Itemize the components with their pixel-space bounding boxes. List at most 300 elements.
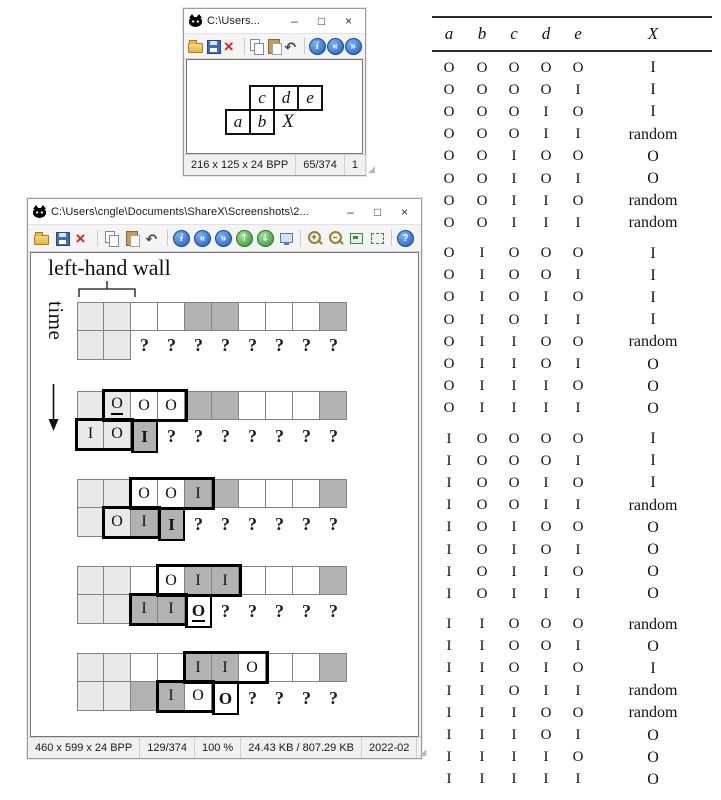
- ca-cell: [104, 508, 131, 537]
- ca-cell: [131, 566, 158, 595]
- cell-letter: O: [138, 396, 150, 414]
- table-cell: I: [446, 452, 452, 469]
- table-cell: O: [508, 103, 520, 120]
- table-cell: I: [575, 771, 581, 788]
- info-icon: [173, 230, 190, 247]
- table-cell: I: [446, 660, 452, 677]
- up-icon: [236, 230, 253, 247]
- table-cell: I: [446, 519, 452, 536]
- table-cell-X: random: [628, 214, 678, 232]
- fit-window-button[interactable]: [346, 228, 367, 249]
- ca-row: [77, 653, 349, 682]
- ca-cell: [185, 479, 212, 508]
- table-cell-X: random: [628, 125, 678, 143]
- table-cell: I: [511, 519, 517, 536]
- ca-row: [77, 682, 349, 711]
- question-mark: ?: [329, 601, 338, 621]
- status-segment: 460 x 599 x 24 BPP: [28, 738, 140, 758]
- question-mark: ?: [329, 688, 338, 708]
- table-cell: O: [540, 727, 552, 744]
- truth-table-rows: [432, 52, 712, 791]
- table-cell: O: [476, 126, 488, 143]
- neighborhood-cell-d: d: [273, 85, 299, 111]
- ca-step-5: [77, 653, 349, 711]
- table-cell: I: [543, 214, 549, 231]
- ca-cell: [158, 682, 185, 711]
- table-cell: O: [572, 519, 584, 536]
- table-cell: I: [575, 682, 581, 699]
- table-cell: O: [540, 638, 552, 655]
- neighborhood-cell-c: c: [249, 85, 275, 111]
- question-mark: ?: [302, 426, 311, 446]
- delete-icon: [76, 231, 92, 246]
- table-cell-X: O: [647, 355, 659, 373]
- table-cell: I: [543, 660, 549, 677]
- table-cell: O: [508, 638, 520, 655]
- table-cell: I: [446, 727, 452, 744]
- table-row: [432, 495, 712, 517]
- table-row: [432, 190, 712, 212]
- column-header-e: e: [574, 24, 582, 43]
- table-cell: I: [575, 497, 581, 514]
- table-cell: O: [443, 192, 455, 209]
- table-cell: O: [540, 616, 552, 633]
- table-cell-X: O: [647, 147, 659, 165]
- delete-button[interactable]: [73, 228, 94, 249]
- ca-cell: [104, 391, 131, 420]
- status-segment: 216 x 125 x 24 BPP: [184, 155, 296, 175]
- table-cell: I: [575, 81, 581, 98]
- cell-letter: I: [141, 427, 148, 446]
- table-cell: O: [572, 59, 584, 76]
- ca-cell: [320, 302, 347, 331]
- table-cell: O: [572, 704, 584, 721]
- table-row: [432, 561, 712, 583]
- cell-letter: I: [168, 515, 175, 534]
- table-cell: I: [575, 126, 581, 143]
- x-cell: [212, 682, 239, 715]
- table-cell: O: [572, 333, 584, 350]
- cell-letter: I: [87, 425, 94, 442]
- table-cell-X: random: [628, 704, 678, 722]
- ca-cell: [158, 391, 185, 420]
- table-cell-X: O: [647, 518, 659, 536]
- help-button[interactable]: [395, 228, 416, 249]
- table-cell: O: [572, 378, 584, 395]
- minimize-button[interactable]: –: [291, 14, 298, 28]
- table-cell: I: [511, 170, 517, 187]
- table-cell: I: [575, 541, 581, 558]
- app-cat-icon: [189, 17, 202, 27]
- table-cell: O: [508, 81, 520, 98]
- column-header-b: b: [477, 24, 487, 43]
- table-cell: I: [575, 727, 581, 744]
- table-cell: I: [446, 430, 452, 447]
- status-segment: 1: [345, 155, 366, 175]
- table-cell: O: [540, 148, 552, 165]
- question-mark: ?: [275, 335, 284, 355]
- table-cell: I: [511, 400, 517, 417]
- ca-cell: [104, 595, 131, 624]
- question-mark: ?: [302, 688, 311, 708]
- table-cell-X: O: [647, 170, 659, 188]
- table-cell: O: [540, 170, 552, 187]
- table-cell: I: [511, 727, 517, 744]
- ca-cell: [77, 653, 104, 682]
- info-button[interactable]: [308, 36, 326, 57]
- ca-cell: [131, 391, 158, 420]
- minimize-button[interactable]: –: [347, 204, 354, 219]
- table-cell: O: [572, 245, 584, 262]
- ca-cell: [239, 302, 266, 331]
- status-segment: 129/374: [140, 738, 195, 758]
- ca-cell: [212, 479, 239, 508]
- table-cell: O: [508, 682, 520, 699]
- ca-cell: [77, 566, 104, 595]
- table-cell: I: [446, 585, 452, 602]
- app-cat-icon: [33, 208, 46, 218]
- table-cell: I: [575, 638, 581, 655]
- table-cell: O: [572, 749, 584, 766]
- table-cell: I: [479, 378, 485, 395]
- ca-cell: [77, 302, 104, 331]
- table-cell: O: [443, 148, 455, 165]
- ca-cell: [131, 653, 158, 682]
- status-segment: 2022-02: [362, 738, 417, 758]
- wall-label: left-hand wall: [48, 255, 171, 280]
- table-cell: O: [540, 704, 552, 721]
- table-cell: O: [572, 289, 584, 306]
- toolbar-separator: [167, 230, 168, 246]
- table-cell-X: O: [647, 726, 659, 744]
- copy-button[interactable]: [248, 36, 266, 57]
- main-window-titlebar[interactable]: [28, 199, 421, 224]
- neighborhood-diagram: [225, 85, 323, 135]
- table-row: [432, 309, 712, 331]
- table-cell-X: I: [650, 430, 656, 448]
- toolbar-separator: [304, 38, 305, 54]
- table-row: [432, 583, 712, 605]
- table-cell: O: [476, 541, 488, 558]
- table-cell: O: [443, 103, 455, 120]
- x-cell: [158, 508, 185, 541]
- table-cell: I: [543, 749, 549, 766]
- ca-cell: [293, 391, 320, 420]
- table-cell: I: [575, 267, 581, 284]
- next-icon: [215, 230, 232, 247]
- table-cell-X: random: [628, 496, 678, 514]
- table-cell: O: [508, 311, 520, 328]
- table-cell: I: [575, 452, 581, 469]
- ca-cell: [77, 508, 104, 537]
- maximize-button[interactable]: □: [317, 14, 326, 28]
- zoom-in-button[interactable]: [304, 228, 325, 249]
- table-row: [432, 376, 712, 398]
- table-cell: I: [543, 126, 549, 143]
- info-button[interactable]: [171, 228, 192, 249]
- cell-letter: O: [165, 396, 177, 414]
- ca-step-1: [77, 302, 349, 360]
- table-cell: I: [511, 563, 517, 580]
- table-cell: I: [479, 638, 485, 655]
- question-mark: ?: [167, 335, 176, 355]
- table-cell: I: [479, 682, 485, 699]
- ca-cell: [185, 302, 212, 331]
- table-cell: O: [443, 170, 455, 187]
- down-icon: [257, 230, 274, 247]
- table-cell: O: [540, 452, 552, 469]
- table-cell-X: O: [647, 399, 659, 417]
- cell-letter: I: [168, 687, 174, 704]
- close-button[interactable]: ×: [400, 204, 408, 219]
- table-cell-X: O: [647, 563, 659, 581]
- ca-cell: [131, 508, 158, 537]
- question-mark: ?: [329, 335, 338, 355]
- ca-cell: [239, 479, 266, 508]
- table-cell: I: [446, 541, 452, 558]
- next-button[interactable]: [344, 36, 362, 57]
- table-cell: I: [543, 585, 549, 602]
- table-cell: O: [476, 103, 488, 120]
- ca-cell: [104, 331, 131, 360]
- down-button[interactable]: [255, 228, 276, 249]
- table-cell: O: [572, 616, 584, 633]
- table-cell-X: random: [628, 682, 678, 700]
- table-cell: O: [476, 430, 488, 447]
- table-cell: I: [543, 311, 549, 328]
- help-icon: [397, 230, 414, 247]
- fullscreen-button[interactable]: [367, 228, 388, 249]
- table-row: [432, 101, 712, 123]
- ca-cell: [104, 420, 131, 449]
- table-cell: O: [476, 474, 488, 491]
- table-cell: I: [511, 771, 517, 788]
- table-cell: I: [479, 749, 485, 766]
- open-button[interactable]: [187, 36, 205, 57]
- small-viewer-window: [183, 8, 375, 176]
- resize-grip[interactable]: ◢: [419, 747, 427, 757]
- table-row: [432, 168, 712, 190]
- table-cell: I: [511, 749, 517, 766]
- undo-icon: [284, 39, 300, 54]
- table-cell: I: [479, 704, 485, 721]
- table-row: [432, 124, 712, 146]
- question-mark: ?: [302, 335, 311, 355]
- small-window-titlebar[interactable]: [184, 9, 365, 33]
- table-cell: O: [540, 245, 552, 262]
- cell-letter: O: [111, 425, 123, 442]
- column-header-d: d: [541, 24, 551, 43]
- table-cell: O: [572, 474, 584, 491]
- close-button[interactable]: ×: [344, 14, 352, 28]
- question-mark: ?: [221, 335, 230, 355]
- question-mark: ?: [221, 426, 230, 446]
- table-cell: O: [572, 148, 584, 165]
- table-row: [432, 769, 712, 791]
- save-button[interactable]: [205, 36, 223, 57]
- ca-cell: [185, 653, 212, 682]
- table-cell: O: [508, 267, 520, 284]
- table-cell: O: [443, 267, 455, 284]
- cell-letter: O: [165, 484, 177, 502]
- status-segment: 100 %: [195, 738, 241, 758]
- ca-cell: [77, 331, 104, 360]
- ca-cell: [212, 566, 239, 595]
- table-cell: O: [572, 103, 584, 120]
- time-axis-label: time: [44, 301, 68, 341]
- table-cell: O: [443, 311, 455, 328]
- open-button[interactable]: [31, 228, 52, 249]
- ca-row: [77, 595, 349, 624]
- ca-cell: [158, 302, 185, 331]
- toolbar-separator: [97, 230, 98, 246]
- table-cell: I: [511, 541, 517, 558]
- main-window-toolbar: [28, 224, 421, 252]
- copy-button[interactable]: [101, 228, 122, 249]
- table-cell: O: [508, 616, 520, 633]
- table-cell: I: [575, 214, 581, 231]
- table-cell: I: [543, 497, 549, 514]
- ca-cell: [293, 302, 320, 331]
- ca-step-3: [77, 479, 349, 537]
- neighborhood-cell-b: b: [249, 109, 275, 135]
- save-button[interactable]: [52, 228, 73, 249]
- table-cell: O: [443, 59, 455, 76]
- cell-letter: I: [195, 571, 201, 589]
- neighborhood-cell-e: e: [297, 85, 323, 111]
- table-cell: O: [572, 660, 584, 677]
- table-cell: O: [540, 430, 552, 447]
- table-cell: I: [575, 170, 581, 187]
- question-mark: ?: [221, 514, 230, 534]
- resize-grip[interactable]: ◢: [368, 164, 375, 174]
- table-cell: I: [446, 497, 452, 514]
- table-cell: O: [540, 356, 552, 373]
- table-cell: I: [543, 192, 549, 209]
- table-cell-X: O: [647, 748, 659, 766]
- cell-letter: I: [222, 658, 228, 676]
- table-cell: O: [476, 585, 488, 602]
- table-cell: I: [511, 192, 517, 209]
- table-row: [432, 517, 712, 539]
- table-cell: O: [443, 289, 455, 306]
- table-cell: I: [446, 771, 452, 788]
- table-cell: I: [543, 400, 549, 417]
- question-mark: ?: [194, 335, 203, 355]
- table-cell: O: [476, 519, 488, 536]
- ca-cell: [212, 302, 239, 331]
- table-cell-X: O: [647, 377, 659, 395]
- small-window-statusbar: [184, 154, 375, 175]
- open-icon: [188, 39, 204, 54]
- table-cell-X: I: [650, 244, 656, 262]
- undo-button[interactable]: [143, 228, 164, 249]
- copy-icon: [249, 39, 265, 54]
- table-cell-X: I: [650, 288, 656, 306]
- paste-button[interactable]: [266, 36, 284, 57]
- status-segment: 65/374: [296, 155, 345, 175]
- table-header-row: [432, 18, 712, 50]
- table-cell-X: O: [647, 637, 659, 655]
- table-cell-X: random: [628, 615, 678, 633]
- toolbar-separator: [391, 230, 392, 246]
- ca-cell: [239, 566, 266, 595]
- undo-button[interactable]: [283, 36, 301, 57]
- table-row: [432, 658, 712, 680]
- table-cell: I: [543, 103, 549, 120]
- table-cell: I: [446, 474, 452, 491]
- prev-button[interactable]: [192, 228, 213, 249]
- table-cell: I: [479, 267, 485, 284]
- table-cell-X: O: [647, 541, 659, 559]
- fit-window-icon: [349, 231, 365, 246]
- zoom-out-button[interactable]: [325, 228, 346, 249]
- question-mark: ?: [140, 335, 149, 355]
- prev-button[interactable]: [326, 36, 344, 57]
- open-icon: [34, 231, 50, 246]
- up-button[interactable]: [234, 228, 255, 249]
- table-row: [432, 702, 712, 724]
- ca-cell: [131, 682, 158, 711]
- question-mark: ?: [329, 426, 338, 446]
- zoom-out-icon: [328, 231, 344, 246]
- table-cell: O: [508, 660, 520, 677]
- slideshow-button[interactable]: [276, 228, 297, 249]
- result-cell-label: X: [282, 111, 294, 132]
- table-cell: I: [479, 660, 485, 677]
- table-cell: O: [508, 430, 520, 447]
- next-button[interactable]: [213, 228, 234, 249]
- delete-button[interactable]: [223, 36, 241, 57]
- undo-icon: [146, 231, 162, 246]
- ca-cell: [185, 566, 212, 595]
- ca-cell: [77, 595, 104, 624]
- paste-button[interactable]: [122, 228, 143, 249]
- fullscreen-icon: [370, 231, 386, 246]
- column-header-X: X: [647, 24, 659, 43]
- prev-icon: [327, 38, 344, 55]
- table-row: [432, 450, 712, 472]
- ca-cell: [266, 302, 293, 331]
- table-cell: I: [575, 356, 581, 373]
- ca-cell: [104, 566, 131, 595]
- paste-icon: [125, 231, 141, 246]
- table-cell: I: [511, 704, 517, 721]
- maximize-button[interactable]: □: [373, 204, 382, 219]
- question-mark: ?: [275, 688, 284, 708]
- truth-table: [432, 16, 712, 791]
- question-mark: ?: [275, 601, 284, 621]
- table-cell-X: I: [650, 659, 656, 677]
- question-mark: ?: [248, 514, 257, 534]
- table-cell: O: [476, 59, 488, 76]
- ca-cell: [239, 653, 266, 682]
- ca-cell: [158, 595, 185, 624]
- table-cell: I: [479, 289, 485, 306]
- ca-cell: [131, 302, 158, 331]
- table-cell: O: [508, 289, 520, 306]
- ca-cell: [77, 479, 104, 508]
- neighborhood-cell-a: a: [225, 109, 251, 135]
- ca-cell: [293, 566, 320, 595]
- ca-cell: [320, 391, 347, 420]
- table-cell: I: [575, 400, 581, 417]
- main-viewer-window: [27, 198, 427, 759]
- cell-letter: O: [218, 689, 233, 708]
- table-cell: O: [572, 192, 584, 209]
- table-cell: O: [572, 430, 584, 447]
- ca-row: [77, 391, 349, 420]
